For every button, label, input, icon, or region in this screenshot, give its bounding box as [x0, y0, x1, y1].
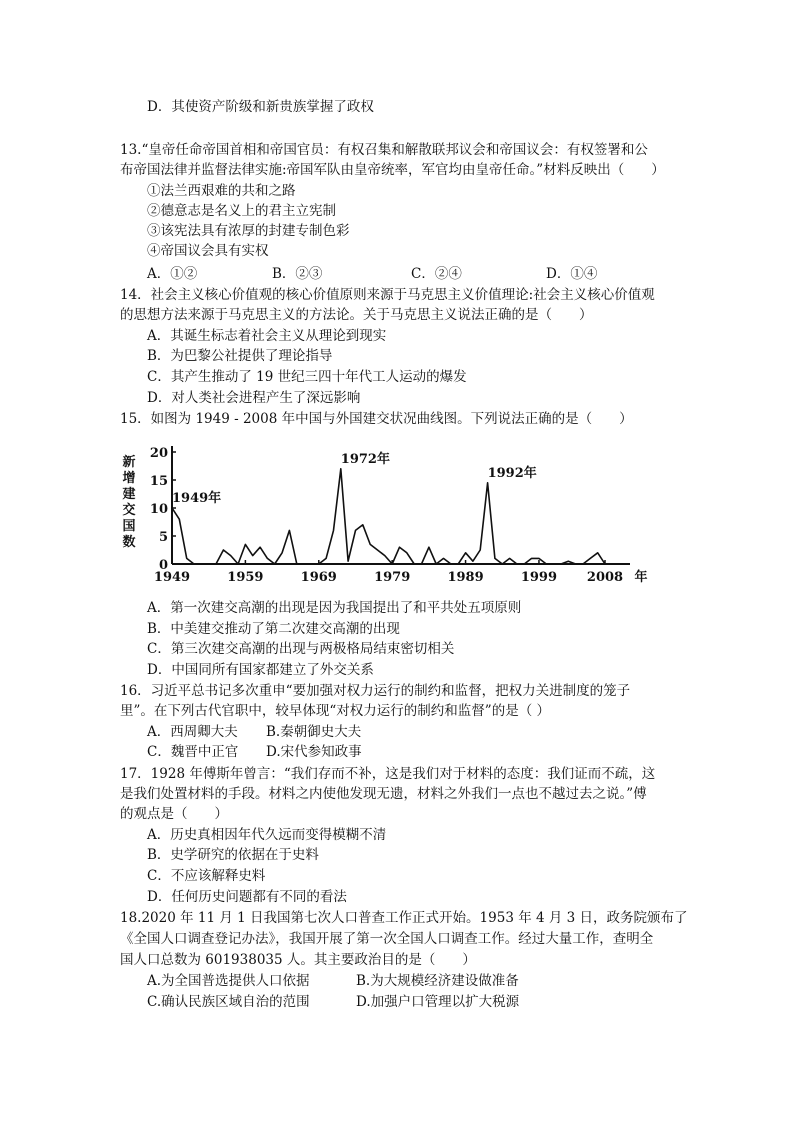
q15-option-c[interactable]: C．第三次建交高潮的出现与两极格局结束密切相关 [147, 641, 455, 657]
q12-option-d: D．其使资产阶级和新贵族掌握了政权 [147, 99, 374, 115]
q18-options-row-1 [0, 971, 794, 991]
q16-option-b[interactable]: B.秦朝御史大夫 [266, 724, 362, 740]
q14-option-d[interactable]: D．对人类社会进程产生了深远影响 [147, 390, 361, 406]
x-tick-label: 1959 [227, 570, 264, 585]
q15-option-a[interactable]: A．第一次建交高潮的出现是因为我国提出了和平共处五项原则 [147, 600, 522, 616]
y-tick-label: 10 [149, 502, 168, 517]
q13-options-row [0, 264, 794, 284]
q13-item-2: ②德意志是名义上的君主立宪制 [147, 203, 336, 219]
x-tick-label: 1979 [374, 570, 411, 585]
q18-stem-line3: 国人口总数为 601938035 人。其主要政治目的是（ ） [120, 952, 476, 968]
q17-stem-line1: 17．1928 年傅斯年曾言：“我们存而不补，这是我们对于材料的态度：我们证而不疏，这 [120, 766, 656, 782]
q17-option-d[interactable]: D．任何历史问题都有不同的看法 [147, 889, 347, 905]
q17-option-c[interactable]: C．不应该解释史料 [147, 868, 266, 884]
q15-option-d[interactable]: D．中国同所有国家都建立了外交关系 [147, 662, 374, 678]
x-axis-label: 年 [634, 570, 648, 585]
q13-stem-line2: 布帝国法律并监督法律实施:帝国军队由皇帝统率，军官均由皇帝任命。”材料反映出（ ） [120, 162, 665, 178]
q13-option-a[interactable]: A．①② [147, 266, 198, 282]
x-tick-label: 2008 [586, 570, 624, 585]
q13-item-1: ①法兰西艰难的共和之路 [147, 183, 296, 199]
q16-options-row-1 [0, 722, 794, 742]
q15-stem: 15．如图为 1949 - 2008 年中国与外国建交状况曲线图。下列说法正确的是（ ） [120, 411, 633, 427]
q16-stem-line2: 里”。在下列古代官职中，较早体现“对权力运行的制约和监督”的是（ ） [120, 703, 550, 719]
q17-option-a[interactable]: A．历史真相因年代久远而变得模糊不清 [147, 827, 387, 843]
q17-stem-line2: 是我们处置材料的手段。材料之内使他发现无遗，材料之外我们一点也不越过去之说。”傅 [120, 786, 647, 802]
peak-annotation: 1972年 [340, 451, 390, 467]
peak-annotation: 1949年 [172, 491, 222, 506]
q13-item-4: ④帝国议会具有实权 [147, 243, 269, 259]
q16-option-a[interactable]: A．西周卿大夫 [147, 724, 238, 740]
x-tick-label: 1999 [520, 570, 558, 585]
q13-item-3: ③该宪法具有浓厚的封建专制色彩 [147, 223, 350, 239]
q16-option-c[interactable]: C．魏晋中正官 [147, 744, 239, 760]
q18-stem-line2: 《全国人口调查登记办法》，我国开展了第一次全国人口调查工作。经过大量工作，查明全 [120, 931, 654, 947]
diplomatic-relations-chart [120, 440, 660, 590]
q14-stem-line1: 14．社会主义核心价值观的核心价值原则来源于马克思主义价值理论:社会主义核心价值观 [120, 287, 655, 303]
x-tick-label: 1989 [447, 570, 484, 585]
q16-stem-line1: 16．习近平总书记多次重申“要加强对权力运行的制约和监督，把权力关进制度的笼子 [120, 683, 631, 699]
q18-option-c[interactable]: C.确认民族区域自治的范围 [147, 994, 310, 1010]
x-tick-label: 1949 [153, 570, 191, 585]
q17-option-b[interactable]: B．史学研究的依据在于史料 [147, 847, 319, 863]
q16-option-d[interactable]: D.宋代参知政事 [266, 744, 362, 760]
q13-stem-line1: 13.“皇帝任命帝国首相和帝国官员：有权召集和解散联邦议会和帝国议会：有权签署和公 [120, 142, 648, 158]
q17-stem-line3: 的观点是（ ） [120, 806, 228, 822]
q13-option-c[interactable]: C．②④ [411, 266, 462, 282]
q15-option-b[interactable]: B．中美建交推动了第二次建交高潮的出现 [147, 621, 400, 637]
q18-option-a[interactable]: A.为全国普选提供人口依据 [147, 973, 310, 989]
y-tick-label: 0 [158, 558, 168, 573]
y-tick-label: 5 [158, 530, 168, 545]
q14-option-b[interactable]: B．为巴黎公社提供了理论指导 [147, 348, 333, 364]
q14-option-c[interactable]: C．其产生推动了 19 世纪三四十年代工人运动的爆发 [147, 369, 467, 385]
y-tick-label: 20 [149, 446, 168, 461]
q18-options-row-2 [0, 992, 794, 1012]
x-tick-label: 1969 [300, 570, 337, 585]
chart-y-axis-label: 新增建交国数 [122, 455, 136, 550]
q14-stem-line2: 的思想方法来源于马克思主义的方法论。关于马克思主义说法正确的是（ ） [120, 307, 593, 323]
y-tick-label: 15 [149, 474, 168, 489]
q13-option-d[interactable]: D．①④ [546, 266, 598, 282]
q13-option-b[interactable]: B．②③ [272, 266, 323, 282]
q18-option-b[interactable]: B.为大规模经济建设做准备 [356, 973, 519, 989]
q18-option-d[interactable]: D.加强户口管理以扩大税源 [356, 994, 520, 1010]
q18-stem-line1: 18.2020 年 11 月 1 日我国第七次人口普查工作正式开始。1953 年 4 月 3 日，政务院颁布了 [120, 910, 688, 926]
q14-option-a[interactable]: A．其诞生标志着社会主义从理论到现实 [147, 328, 387, 344]
peak-annotation: 1992年 [487, 465, 537, 481]
series-line [172, 469, 605, 564]
q16-options-row-2 [0, 742, 794, 762]
